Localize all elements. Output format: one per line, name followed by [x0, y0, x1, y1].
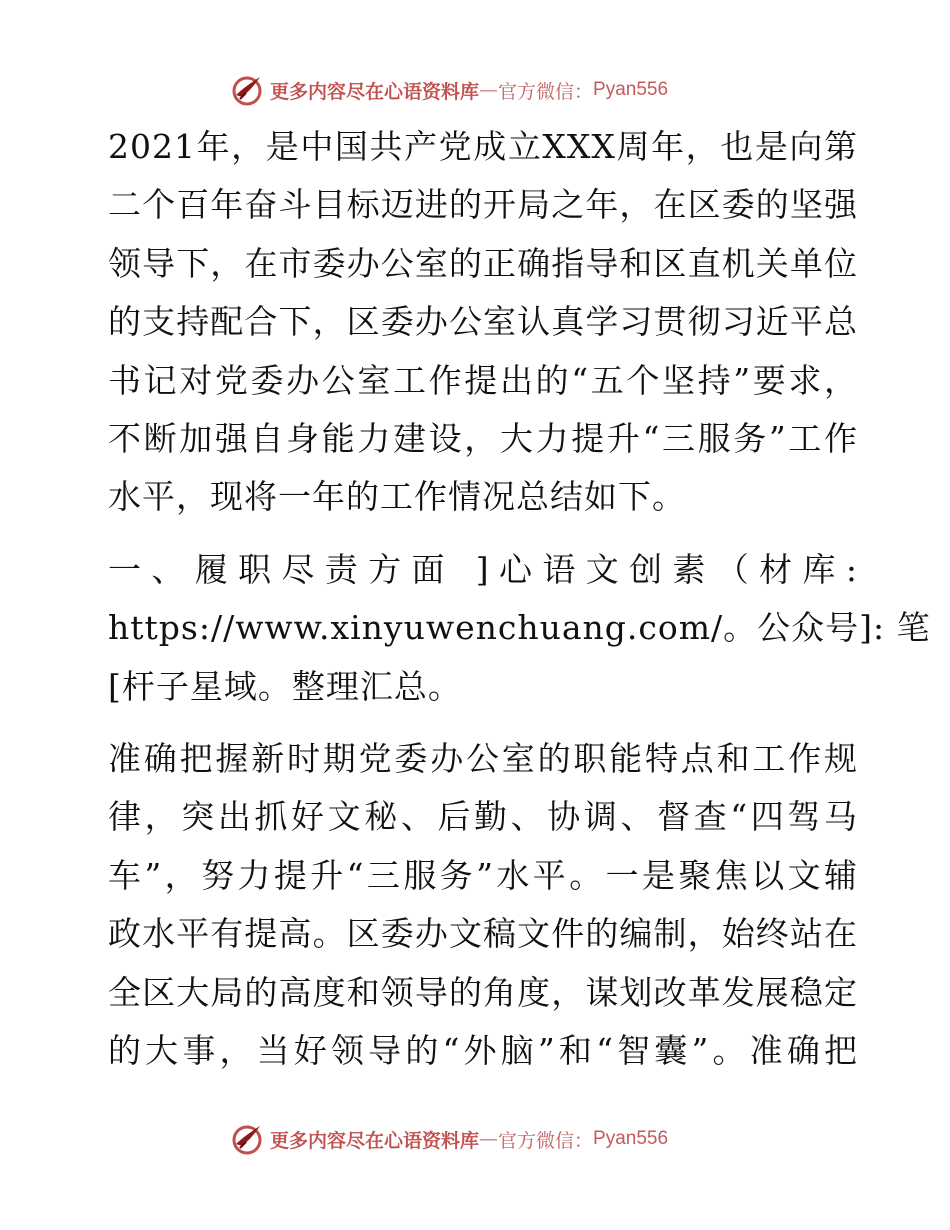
text-line: 的支持配合下，区委办公室认真学习贯彻习近平总 — [108, 302, 858, 342]
text-line: 书记对党委办公室工作提出的“五个坚持”要求， — [108, 360, 858, 400]
footer-dash: — — [479, 1128, 499, 1150]
header-account: Pyan556 — [593, 79, 669, 100]
section-heading-line: 一、履职尽责方面 ]心语文创素（材库: — [108, 549, 858, 589]
footer-account: Pyan556 — [593, 1128, 669, 1149]
document-body — [98, 118, 931, 1081]
text-line: [杆子星域。整理汇总。 — [108, 666, 462, 706]
text-line: 政水平有提高。区委办文稿文件的编制，始终站在 — [108, 914, 858, 954]
paragraph-1 — [98, 118, 858, 527]
header-banner — [230, 73, 668, 107]
header-dash: — — [479, 79, 499, 101]
text-line: 律，突出抓好文秘、后勤、协调、督查“四驾马 — [108, 797, 858, 837]
text-line: 二个百年奋斗目标迈进的开局之年，在区委的坚强 — [108, 185, 858, 225]
text-line: 2021年，是中国共产党成立XXX周年，也是向第 — [108, 127, 858, 166]
text-line: 的大事，当好领导的“外脑”和“智囊”。准确把 — [108, 1031, 858, 1071]
text-line: 水平，现将一年的工作情况总结如下。 — [108, 477, 686, 517]
text-line: 全区大局的高度和领导的角度，谋划改革发展稳定 — [108, 972, 858, 1012]
footer-banner — [230, 1122, 668, 1156]
quill-logo-icon — [230, 1122, 266, 1156]
paragraph-2 — [98, 541, 931, 716]
footer-wechat-label: 官方微信： — [498, 1129, 594, 1152]
text-line: 不断加强自身能力建设，大力提升“三服务”工作 — [108, 419, 858, 459]
text-line: 准确把握新时期党委办公室的职能特点和工作规 — [108, 739, 858, 779]
text-line: 领导下，在市委办公室的正确指导和区直机关单位 — [108, 243, 858, 283]
text-line: 车”，努力提升“三服务”水平。一是聚焦以文辅 — [108, 855, 858, 895]
header-brand-text: 更多内容尽在心语资料库 — [270, 80, 480, 103]
header-wechat-label: 官方微信： — [498, 80, 594, 103]
text-line: https://www.xinyuwenchuang.com/。公众号]: 笔 — [108, 608, 931, 648]
quill-logo-icon — [230, 73, 266, 107]
paragraph-3 — [98, 730, 858, 1080]
footer-brand-text: 更多内容尽在心语资料库 — [270, 1129, 480, 1152]
